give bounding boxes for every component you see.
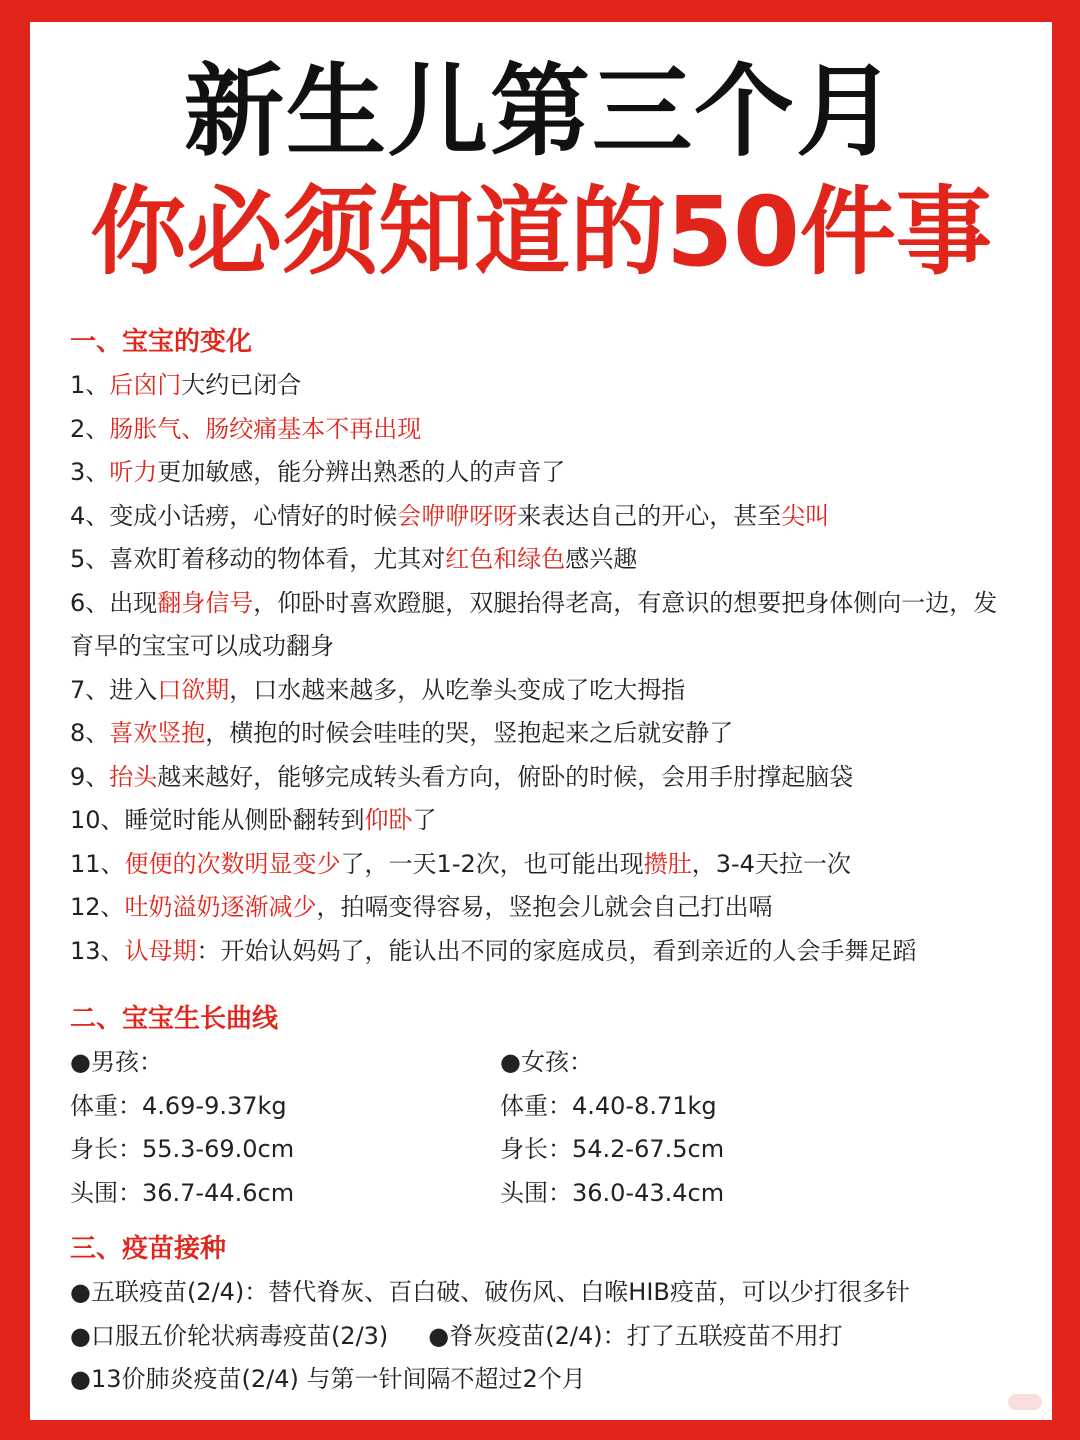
watermark-badge: [1008, 1394, 1042, 1410]
highlight-text: 会咿咿呀呀: [397, 501, 518, 530]
change-item: [70, 799, 1020, 843]
change-item: [70, 756, 1020, 800]
highlight-text: 认母期: [124, 936, 197, 965]
item-text: ：开始认妈妈了，能认出不同的家庭成员，看到亲近的人会手舞足蹈: [196, 936, 917, 965]
content: [70, 320, 1020, 1402]
item-text: ，3-4天拉一次: [691, 849, 851, 878]
item-text: 6、出现: [70, 588, 158, 617]
highlight-text: 吐奶溢奶逐渐减少: [124, 893, 317, 921]
change-item: [70, 930, 1020, 974]
girl-head: 头围：36.0-43.4cm: [500, 1178, 725, 1207]
item-text: 了，一天1-2次，也可能出现: [340, 849, 644, 878]
highlight-text: 尖叫: [781, 501, 830, 530]
boy-column: [70, 1041, 500, 1215]
change-item: [70, 538, 1020, 582]
item-text: 5、喜欢盯着移动的物体看，尤其对: [70, 545, 446, 573]
change-item: [70, 712, 1020, 756]
section-1-title: 一、宝宝的变化: [70, 327, 253, 357]
vaccine-line-3: ●13价肺炎疫苗(2/4) 与第一针间隔不超过2个月: [70, 1365, 586, 1393]
item-text: ，口水越来越多，从吃拳头变成了吃大拇指: [229, 675, 686, 704]
item-text: 了: [412, 806, 437, 834]
change-item: [70, 843, 1020, 887]
girl-header: ●女孩：: [500, 1048, 593, 1076]
item-text: 越来越好，能够完成转头看方向，俯卧的时候，会用手肘撑起脑袋: [157, 762, 854, 791]
vaccine-line-1: ●五联疫苗(2/4)：替代脊灰、百白破、破伤风、白喉HIB疫苗，可以少打很多针: [70, 1278, 910, 1306]
item-text: 8、: [70, 719, 110, 747]
item-text: 感兴趣: [565, 545, 638, 573]
girl-height: 身长：54.2-67.5cm: [500, 1135, 725, 1163]
highlight-text: 喜欢竖抱: [109, 719, 206, 747]
item-text: 2、: [70, 414, 110, 443]
item-text: 1、: [70, 371, 110, 399]
highlight-text: 便便的次数明显变少: [124, 849, 341, 878]
highlight-text: 仰卧: [364, 806, 413, 834]
highlight-text: 抬头: [109, 762, 158, 791]
change-item: [70, 886, 1020, 930]
item-text: 9、: [70, 762, 110, 791]
item-text: ，拍嗝变得容易，竖抱会儿就会自己打出嗝: [316, 893, 773, 921]
item-text: 来表达自己的开心，甚至: [517, 501, 782, 530]
item-text: 10、睡觉时能从侧卧翻转到: [70, 806, 365, 834]
highlight-text: 口欲期: [157, 675, 230, 704]
content-card: [30, 22, 1052, 1420]
item-text: 11、: [70, 849, 125, 878]
vaccine-line-2: [70, 1315, 1020, 1359]
item-text: 大约已闭合: [181, 371, 302, 399]
section-3-title: 三、疫苗接种: [70, 1234, 227, 1264]
highlight-text: 肠胀气、肠绞痛基本不再出现: [109, 414, 422, 443]
vaccine-polio: ●脊灰疫苗(2/4)：打了五联疫苗不用打: [428, 1321, 843, 1350]
item-text: ，仰卧时喜欢蹬腿，双腿抬得老高，有意识的想要把身体侧向一边，发育早的宝宝可以成功翻身: [70, 588, 998, 660]
section-2-title: 二、宝宝生长曲线: [70, 1004, 279, 1034]
item-text: 4、变成小话痨，心情好的时候: [70, 501, 398, 530]
change-item: [70, 669, 1020, 713]
highlight-text: 后囟门: [109, 371, 182, 399]
item-text: 12、: [70, 893, 125, 921]
girl-column: [500, 1041, 930, 1215]
item-text: 3、: [70, 458, 110, 486]
baby-changes-list: [70, 364, 1020, 973]
highlight-text: 听力: [109, 458, 158, 486]
change-item: [70, 364, 1020, 408]
highlight-text: 红色和绿色: [445, 545, 566, 573]
growth-curve-table: [70, 1041, 1020, 1215]
title-line-1: 新生儿第三个月: [184, 53, 898, 170]
item-text: 更加敏感，能分辨出熟悉的人的声音了: [157, 458, 566, 486]
highlight-text: 攒肚: [643, 849, 692, 878]
vaccine-rotavirus: ●口服五价轮状病毒疫苗(2/3): [70, 1321, 389, 1350]
title-line-2: 你必须知道的50件事: [90, 176, 992, 288]
boy-height: 身长：55.3-69.0cm: [70, 1135, 295, 1163]
boy-head: 头围：36.7-44.6cm: [70, 1178, 295, 1207]
change-item: [70, 582, 1020, 669]
item-text: 7、进入: [70, 675, 158, 704]
change-item: [70, 408, 1020, 452]
boy-header: ●男孩：: [70, 1048, 163, 1076]
change-item: [70, 495, 1020, 539]
change-item: [70, 451, 1020, 495]
item-text: ，横抱的时候会哇哇的哭，竖抱起来之后就安静了: [205, 719, 734, 747]
highlight-text: 翻身信号: [157, 588, 254, 617]
girl-weight: 体重：4.40-8.71kg: [500, 1091, 717, 1120]
item-text: 13、: [70, 936, 125, 965]
boy-weight: 体重：4.69-9.37kg: [70, 1091, 287, 1120]
